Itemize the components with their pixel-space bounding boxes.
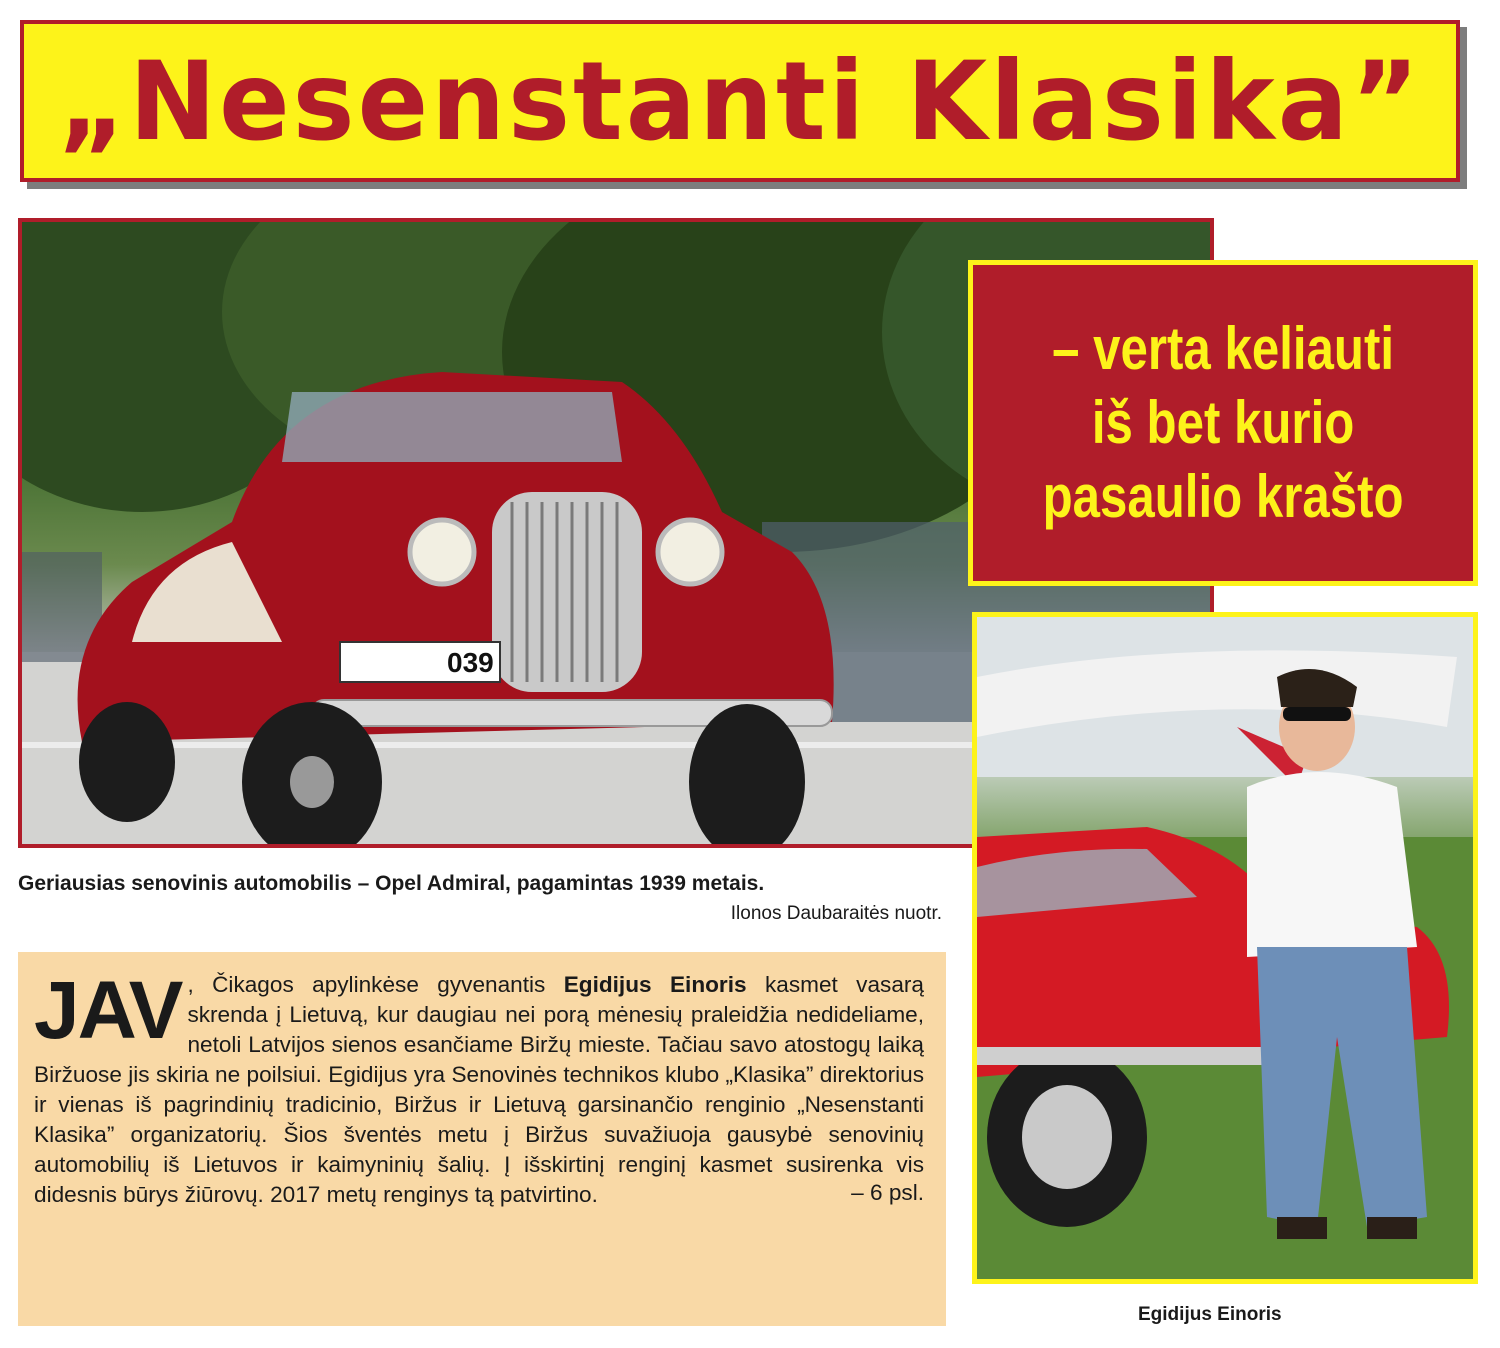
side-photo-caption: Egidijus Einoris xyxy=(1138,1304,1282,1325)
person-with-car-illustration xyxy=(977,617,1473,1279)
license-plate-text: 039 xyxy=(447,647,494,678)
subtitle-box xyxy=(968,260,1478,586)
subtitle-line: – verta keliauti xyxy=(1052,315,1394,382)
subtitle-lines xyxy=(1043,312,1404,534)
article-body-text: kasmet vasarą skrenda į Lietuvą, kur daugiau nei porą mėnesių praleidžia nedideliame, netoli Latvijos sienos esančiame Biržų mieste. Tačiau savo atostogų laiką Biržuose jis skiria ne poilsiui. Egidijus yra Senovinės technikos klubo „Klasika” direktorius ir vienas iš pagrindinių tradicinio, Biržus ir Lietuvą garsinančio renginio „Nesenstanti Klasika” organizatorių. Šios šventės metu į Biržus suvažiuoja gausybė senovinių automobilių iš Lietuvos ir kaimyninių šalių. Į išskirtinį renginį kasmet susirenka vis didesnis būrys žiūrovų. 2017 metų renginys tą patvirtino. xyxy=(34,972,924,1207)
headline-title: „Nesenstanti Klasika” xyxy=(57,36,1423,166)
article-box xyxy=(18,952,946,1326)
page-reference: – 6 psl. xyxy=(851,1180,924,1205)
headline-banner xyxy=(20,20,1460,182)
side-photo-egidijus-einoris xyxy=(972,612,1478,1284)
article-name-bold: Egidijus Einoris xyxy=(563,972,747,997)
article-intro: , Čikagos apylinkėse gyvenantis xyxy=(187,972,564,997)
main-photo-caption: Geriausias senovinis automobilis – Opel Admiral, pagamintas 1939 metais. xyxy=(18,872,765,895)
subtitle-line: iš bet kurio xyxy=(1091,389,1355,456)
dropcap: JAV xyxy=(34,965,182,1056)
photo-credit: Ilonos Daubaraitės nuotr. xyxy=(730,903,942,924)
subtitle-line: pasaulio krašto xyxy=(1042,463,1404,530)
